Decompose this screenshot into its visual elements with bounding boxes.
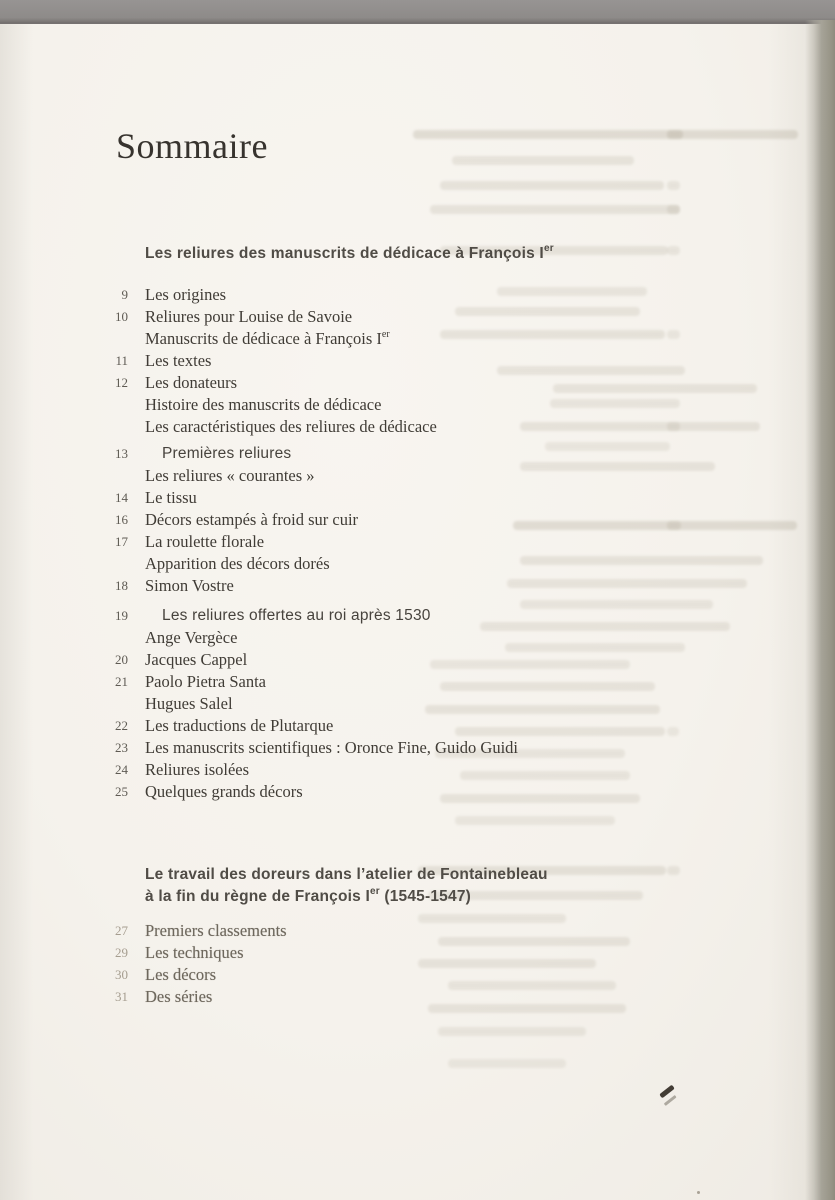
toc-entry-row	[112, 671, 732, 693]
toc-entry-text: Les reliures « courantes »	[145, 466, 315, 485]
show-through-smudge	[413, 130, 798, 139]
toc-page-number	[112, 465, 128, 487]
toc-entry-row	[112, 509, 732, 531]
ordinal-superscript: er	[369, 885, 380, 897]
toc-entry-text: Les traductions de Plutarque	[145, 716, 334, 735]
toc-entry-row	[112, 920, 732, 942]
toc-entry-row	[112, 284, 732, 306]
toc-page-number: 24	[115, 762, 128, 777]
toc-entry-text: Les techniques	[145, 943, 244, 962]
toc-entry-row	[112, 781, 732, 803]
toc-entry-row	[112, 627, 732, 649]
toc-subheading-text: Les reliures offertes au roi après 1530	[162, 607, 431, 624]
toc-entry-text: Les caractéristiques des reliures de dédicace	[145, 417, 437, 436]
toc-entry-text: Jacques Cappel	[145, 650, 248, 669]
toc-entry-text: Les décors	[145, 965, 217, 984]
paper-speck	[697, 1191, 700, 1194]
toc-entry-row	[112, 986, 732, 1008]
toc-heading-text: Les reliures des manuscrits de dédicace à François Ier	[145, 242, 554, 262]
toc-page-number	[112, 864, 128, 886]
show-through-smudge	[448, 1059, 566, 1068]
show-through-smudge	[667, 181, 680, 190]
toc-entry-text: Les donateurs	[145, 373, 238, 392]
toc-entry-row	[112, 715, 732, 737]
toc-entry-row	[112, 328, 732, 350]
toc-entry-text: Quelques grands décors	[145, 782, 303, 801]
toc-page-number: 11	[115, 353, 128, 368]
toc-entry-text: Décors estampés à froid sur cuir	[145, 510, 359, 529]
toc-page-number	[112, 243, 128, 265]
toc-page-number	[112, 693, 128, 715]
scanner-edge-top	[0, 0, 835, 24]
toc-page-number	[112, 886, 128, 908]
toc-entry-text: Reliures isolées	[145, 760, 250, 779]
toc-entry-text: Les origines	[145, 285, 227, 304]
toc-entry-text: Histoire des manuscrits de dédicace	[145, 395, 382, 414]
toc-entry-text: Paolo Pietra Santa	[145, 672, 266, 691]
toc-page-number: 30	[115, 967, 128, 982]
show-through-smudge	[667, 205, 680, 214]
toc-subheading-text: Premières reliures	[162, 445, 292, 462]
ordinal-superscript: er	[381, 328, 390, 340]
toc-entry-row	[112, 693, 732, 715]
toc-subheading-row	[112, 605, 732, 627]
toc-heading-row	[112, 886, 732, 908]
toc-page-number: 27	[115, 923, 128, 938]
ink-speck	[659, 1085, 675, 1099]
toc-entry-row	[112, 759, 732, 781]
toc-page-number: 13	[115, 446, 128, 461]
toc-entry-row	[112, 487, 732, 509]
toc-entry-text: Apparition des décors dorés	[145, 554, 330, 573]
toc-entry-text: Ange Vergèce	[145, 628, 238, 647]
toc-page-number: 23	[115, 740, 128, 755]
toc-page-number: 16	[115, 512, 128, 527]
toc-page-number: 12	[115, 375, 128, 390]
toc-page-number: 21	[115, 674, 128, 689]
table-of-contents	[112, 243, 732, 1008]
toc-page-number: 18	[115, 578, 128, 593]
toc-page-number: 14	[115, 490, 128, 505]
toc-page-number: 20	[115, 652, 128, 667]
show-through-smudge	[438, 1027, 586, 1036]
toc-entry-row	[112, 372, 732, 394]
toc-page-number	[112, 328, 128, 350]
page-edge-right	[805, 20, 835, 1200]
toc-heading-row	[112, 864, 732, 886]
toc-page-number: 17	[115, 534, 128, 549]
toc-page-number	[112, 553, 128, 575]
toc-entry-row	[112, 553, 732, 575]
toc-entry-row	[112, 531, 732, 553]
page-title: Sommaire	[116, 126, 268, 166]
toc-heading-text: à la fin du règne de François Ier (1545-1547)	[145, 885, 471, 905]
toc-page-number	[112, 627, 128, 649]
toc-entry-row	[112, 575, 732, 597]
show-through-smudge	[667, 130, 683, 139]
toc-entry-text: Hugues Salel	[145, 694, 233, 713]
toc-entry-row	[112, 465, 732, 487]
toc-entry-text: Reliures pour Louise de Savoie	[145, 307, 353, 326]
toc-page-number: 19	[115, 608, 128, 623]
toc-heading-text: Le travail des doreurs dans l’atelier de Fontainebleau	[145, 866, 548, 883]
toc-entry-row	[112, 416, 732, 438]
toc-entry-text: Simon Vostre	[145, 576, 234, 595]
toc-entry-row	[112, 737, 732, 759]
toc-entry-text: Des séries	[145, 987, 213, 1006]
toc-entry-row	[112, 964, 732, 986]
toc-page-number: 22	[115, 718, 128, 733]
toc-entry-row	[112, 306, 732, 328]
toc-entry-text: Manuscrits de dédicace à François Ier	[145, 328, 390, 348]
show-through-smudge	[452, 156, 634, 165]
toc-entry-text: Le tissu	[145, 488, 197, 507]
toc-page-number: 9	[121, 287, 128, 302]
toc-entry-text: La roulette florale	[145, 532, 265, 551]
toc-entry-text: Les textes	[145, 351, 212, 370]
toc-entry-text: Les manuscrits scientifiques : Oronce Fine, Guido Guidi	[145, 738, 519, 757]
ordinal-superscript: er	[543, 242, 554, 254]
toc-heading-row	[112, 243, 732, 265]
toc-page-number: 25	[115, 784, 128, 799]
toc-entry-row	[112, 350, 732, 372]
toc-page-number	[112, 394, 128, 416]
toc-page-number	[112, 416, 128, 438]
toc-entry-text: Premiers classements	[145, 921, 287, 940]
toc-entry-row	[112, 649, 732, 671]
show-through-smudge	[430, 205, 680, 214]
toc-entry-row	[112, 394, 732, 416]
toc-page-number: 10	[115, 309, 128, 324]
toc-page-number: 31	[115, 989, 128, 1004]
toc-subheading-row	[112, 443, 732, 465]
show-through-smudge	[440, 181, 664, 190]
toc-entry-row	[112, 942, 732, 964]
toc-page-number: 29	[115, 945, 128, 960]
